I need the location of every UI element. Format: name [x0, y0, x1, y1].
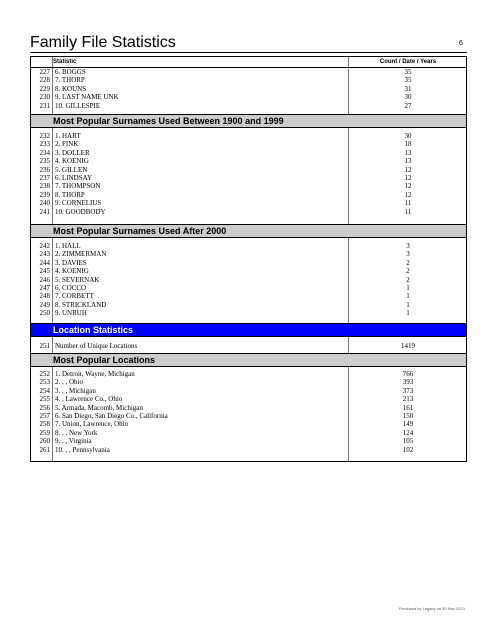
row-label: 10. , , Pennsylvania	[55, 445, 110, 454]
row-label: Number of Unique Locations	[55, 342, 138, 350]
page-footer: Produced by Legacy on 30 Nov 2013	[399, 606, 465, 611]
row-label: 6. LINDSAY	[55, 174, 93, 182]
table-row	[31, 378, 466, 386]
row-value: 1	[406, 284, 410, 292]
table-row	[31, 166, 466, 174]
row-label: 9. LAST NAME UNK	[55, 93, 119, 102]
row-value: 1	[406, 292, 410, 301]
row-label: 9. , , Virginia	[55, 437, 92, 446]
row-label: 7. Union, Lawrence, Ohio	[55, 420, 129, 429]
row-value: 124	[402, 428, 414, 437]
row-number: 251	[39, 342, 50, 350]
row-number: 256	[39, 403, 50, 412]
row-number: 231	[39, 101, 50, 110]
row-number: 234	[39, 148, 50, 157]
row-number: 253	[39, 378, 50, 387]
row-value: 30	[404, 93, 412, 102]
row-value: 3	[406, 242, 410, 250]
row-label: 1. Detroit, Wayne, Michigan	[55, 370, 135, 378]
row-label: 9. UNRUH	[55, 309, 87, 318]
row-number: 250	[39, 309, 50, 318]
row-number: 244	[39, 258, 50, 267]
row-number: 238	[39, 182, 50, 191]
table-row	[31, 140, 466, 148]
row-label: 2. FINK	[55, 140, 79, 149]
table-row	[31, 370, 466, 378]
row-value: 1	[406, 300, 410, 309]
row-value: 393	[402, 378, 414, 387]
row-value: 2	[406, 258, 410, 267]
table-row	[31, 412, 466, 420]
row-label: 3. DAVIES	[55, 258, 87, 267]
table-row	[31, 149, 466, 157]
row-value: 373	[402, 386, 414, 395]
section-title: Location Statistics	[53, 325, 134, 335]
section-header-surnames-after-2000	[31, 224, 466, 238]
row-label: 6. BOGGS	[55, 68, 86, 76]
row-number: 230	[39, 93, 50, 102]
row-number: 258	[39, 420, 50, 429]
row-value: 1419	[401, 342, 415, 350]
row-number: 241	[39, 207, 50, 216]
table-row	[31, 259, 466, 267]
table-row	[31, 174, 466, 182]
table-row	[31, 250, 466, 258]
row-number: 236	[39, 165, 50, 174]
table-row	[31, 93, 466, 101]
row-label: 2. ZIMMERMAN	[55, 250, 107, 259]
row-label: 4. KOENIG	[55, 267, 89, 276]
row-number: 227	[39, 68, 50, 76]
row-value: 12	[404, 190, 412, 199]
row-number: 235	[39, 157, 50, 166]
row-number: 246	[39, 275, 50, 284]
table-row	[31, 276, 466, 284]
row-label: 8. THORP	[55, 190, 85, 199]
row-value: 161	[402, 403, 414, 412]
row-value: 2	[406, 267, 410, 276]
statistic-column-header: Statistic	[53, 59, 77, 65]
row-label: 5. Armada, Macomb, Michigan	[55, 403, 143, 412]
table-header	[31, 57, 466, 68]
row-value: 30	[404, 132, 412, 140]
page-number: 6	[459, 40, 463, 47]
table-row	[31, 395, 466, 403]
row-number: 242	[39, 242, 50, 250]
row-label: 4. KOENIG	[55, 157, 89, 166]
row-value: 150	[402, 412, 414, 420]
row-value: 105	[402, 437, 414, 446]
page-title: Family File Statistics	[30, 34, 176, 51]
table-row	[31, 404, 466, 412]
row-number: 240	[39, 199, 50, 208]
table-row	[31, 342, 466, 350]
row-value: 3	[406, 250, 410, 259]
row-number: 239	[39, 190, 50, 199]
section-header-location-statistics	[31, 323, 466, 337]
row-label: 2. , , Ohio	[55, 378, 83, 387]
row-value: 12	[404, 182, 412, 191]
count-column-header: Count / Date / Years	[379, 59, 437, 65]
row-number: 249	[39, 300, 50, 309]
row-label: 7. CORBETT	[55, 292, 94, 301]
row-label: 6. San Diego, San Diego Co., California	[55, 412, 168, 420]
row-number: 233	[39, 140, 50, 149]
row-label: 7. THORP	[55, 76, 85, 85]
table-row	[31, 267, 466, 275]
section-title: Most Popular Surnames Used Between 1900 and 1999	[53, 116, 284, 126]
section-title: Most Popular Surnames Used After 2000	[53, 226, 227, 236]
row-value: 13	[404, 157, 412, 166]
row-number: 261	[39, 445, 50, 454]
row-number: 243	[39, 250, 50, 259]
row-value: 149	[402, 420, 414, 429]
row-label: 8. STRICKLAND	[55, 300, 107, 309]
table-row	[31, 437, 466, 445]
table-row	[31, 85, 466, 93]
table-row	[31, 76, 466, 84]
row-label: 5. GILLEN	[55, 165, 88, 174]
section-header-popular-locations	[31, 353, 466, 367]
section-header-surnames-1900-1999	[31, 114, 466, 128]
row-label: 10. GOODBODY	[55, 207, 106, 216]
row-number: 229	[39, 84, 50, 93]
title-divider	[30, 52, 467, 53]
row-value: 31	[404, 84, 412, 93]
table-row	[31, 68, 466, 76]
row-value: 12	[404, 174, 412, 182]
row-label: 1. HART	[55, 132, 81, 140]
row-number: 259	[39, 428, 50, 437]
row-number: 255	[39, 395, 50, 404]
row-value: 102	[402, 445, 414, 454]
table-row	[31, 420, 466, 428]
table-row	[31, 284, 466, 292]
row-label: 1. HALL	[55, 242, 81, 250]
table-row	[31, 301, 466, 309]
row-value: 27	[404, 101, 412, 110]
row-label: 6. COCCO	[55, 284, 87, 292]
row-label: 7. THOMPSON	[55, 182, 101, 191]
row-label: 3. DOLLER	[55, 148, 90, 157]
table-row	[31, 199, 466, 207]
table-row	[31, 191, 466, 199]
table-row	[31, 132, 466, 140]
row-value: 2	[406, 275, 410, 284]
row-label: 8. , , New York	[55, 428, 98, 437]
row-value: 12	[404, 165, 412, 174]
table-row	[31, 446, 466, 454]
row-number: 252	[39, 370, 50, 378]
row-number: 257	[39, 412, 50, 420]
table-row	[31, 102, 466, 110]
table-row	[31, 309, 466, 317]
statistics-table	[30, 56, 467, 462]
table-row	[31, 292, 466, 300]
table-row	[31, 429, 466, 437]
row-value: 11	[404, 207, 412, 216]
row-number: 248	[39, 292, 50, 301]
row-value: 18	[404, 140, 412, 149]
row-label: 10. GILLESPIE	[55, 101, 101, 110]
row-value: 35	[404, 76, 412, 85]
row-number: 247	[39, 284, 50, 292]
row-value: 13	[404, 148, 412, 157]
row-number: 260	[39, 437, 50, 446]
row-number: 232	[39, 132, 50, 140]
row-number: 245	[39, 267, 50, 276]
row-number: 237	[39, 174, 50, 182]
row-number: 228	[39, 76, 50, 85]
table-row	[31, 387, 466, 395]
row-value: 11	[404, 199, 412, 208]
table-row	[31, 208, 466, 216]
table-row	[31, 157, 466, 165]
row-label: 8. KOUNS	[55, 84, 87, 93]
row-label: 3. , , Michigan	[55, 386, 96, 395]
row-value: 1	[406, 309, 410, 318]
row-value: 766	[402, 370, 414, 378]
table-row	[31, 242, 466, 250]
section-title: Most Popular Locations	[53, 355, 156, 365]
table-row	[31, 182, 466, 190]
row-label: 4. , Lawrence Co., Ohio	[55, 395, 123, 404]
row-label: 9. CORNELIUS	[55, 199, 102, 208]
row-number: 254	[39, 386, 50, 395]
row-value: 35	[404, 68, 412, 76]
row-value: 213	[402, 395, 414, 404]
row-label: 5. SEVERNAK	[55, 275, 100, 284]
